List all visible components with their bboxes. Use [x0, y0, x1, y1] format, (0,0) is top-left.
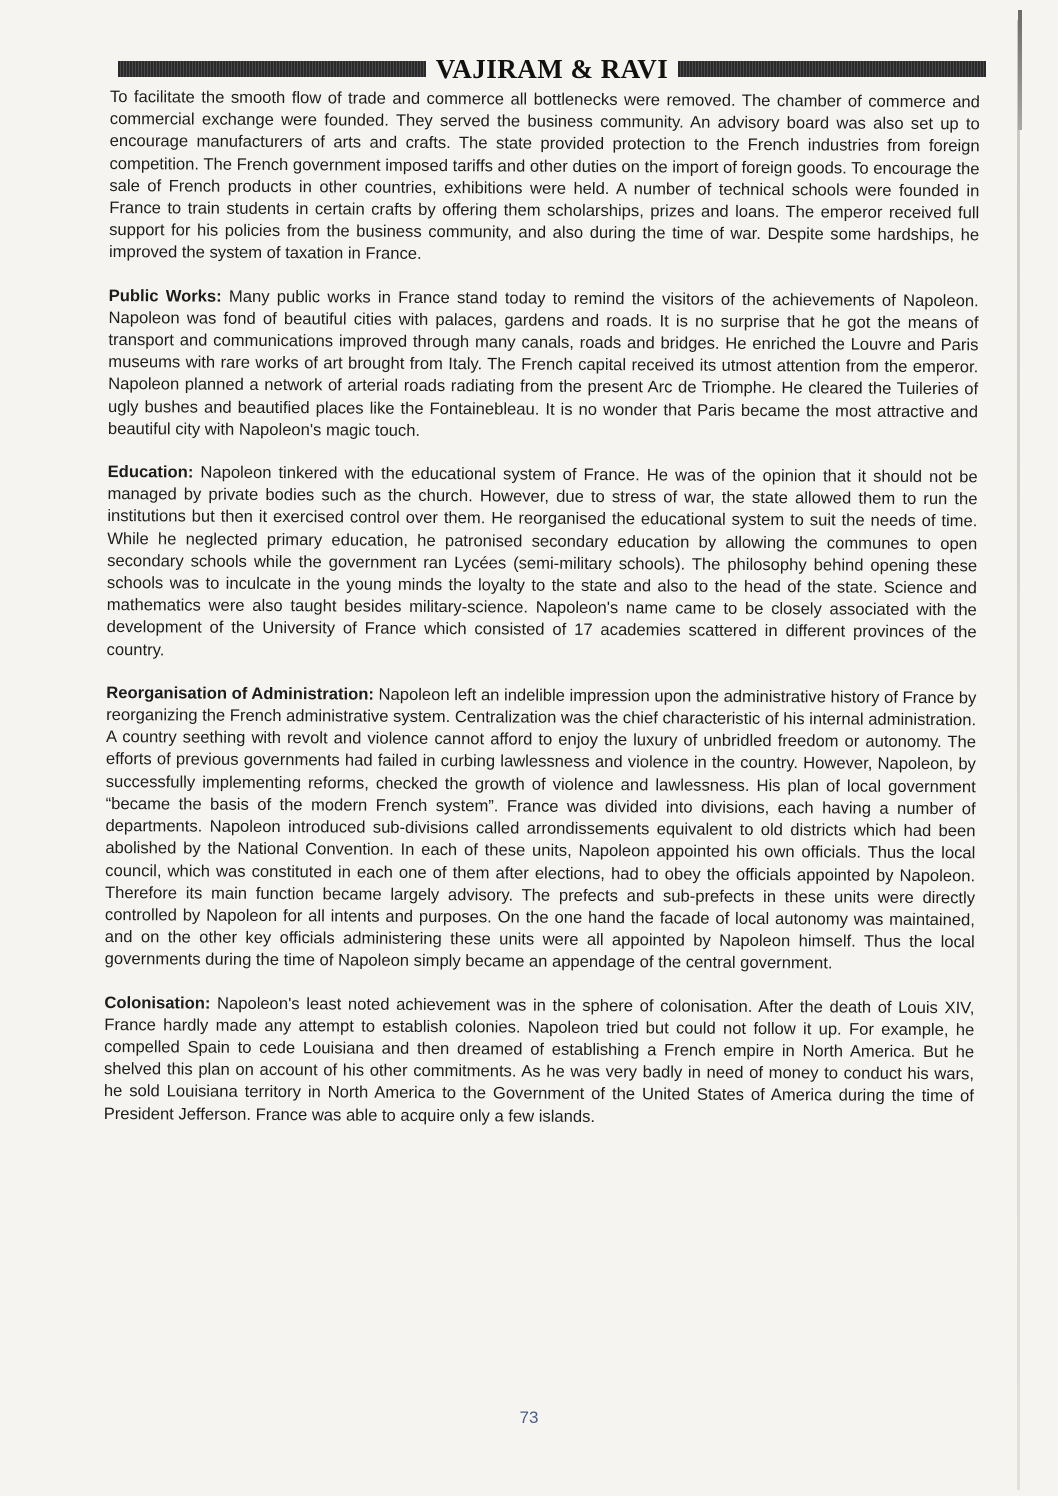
section-heading: Colonisation:	[104, 992, 211, 1013]
section-heading: Public Works:	[108, 285, 222, 306]
paragraph-text: Napoleon tinkered with the educational system of France. He was of the opinion that it should not be managed by private bodies such as the church. However, due to stress of war, the state allowed them to run the institutions but then it exercised control over them. He reorganised the educational system to suit the needs of time. While he neglected primary education, he patronised secondary education by allowing the communes to open secondary schools while the government ran Lycées (semi-military schools). The philosophy behind opening these schools was to inculcate in the young minds the loyalty to the state and also to the head of the state. Science and mathematics were also taught besides military-science. Napoleon's name came to be closely associated with the development of the University of France which consisted of 17 academies scattered in different provinces of the country.	[106, 462, 978, 660]
paragraph-text: Napoleon's least noted achievement was in the sphere of colonisation. After the death of Louis XIV, France hardly made any attempt to establish colonies. Napoleon tried but could not follow it up. For example, he compelled Spain to cede Louisiana and then dreamed of establishing a French empire in North America. But he shelved this plan on account of his other commitments. As he was very badly in need of money to conduct his wars, he sold Louisiana territory in North America to the Government of the United States of America during the time of President Jefferson. France was able to acquire only a few islands.	[103, 993, 975, 1126]
brand-title: VAJIRAM & RAVI	[435, 53, 669, 84]
paragraph-trade	[109, 86, 980, 269]
paragraph-administration	[105, 682, 977, 976]
header-bar-left	[118, 61, 426, 77]
page-number: 73	[519, 1408, 539, 1427]
paragraph-text: Napoleon left an indelible impression upon the administrative history of France by reorganizing the French administrative system. Centralization was the chief characteristic of his internal administration. A country seething with revolt and violence cannot afford to enjoy the luxury of unbridled freedom or autonomy. The efforts of previous governments had failed in curbing lawlessness and violence in the country. However, Napoleon, by successfully implementing reforms, checked the growth of violence and lawlessness. His plan of local government “became the basis of the modern French system”. France was divided into divisions, each having a number of departments. Napoleon introduced sub-divisions called arrondissements equivalent to old districts which had been abolished by the National Convention. In each of these units, Napoleon appointed his own officials. Thus the local council, which was constituted in each one of them after elections, had to obey the officials appointed by Napoleon. Therefore its main function became largely advisory. The prefects and sub-prefects in these units were directly controlled by Napoleon for all intents and purposes. On the one hand the facade of local autonomy was maintained, and on the other key officials administering these units were all appointed by Napoleon himself. Thus the local governments during the time of Napoleon simply became an appendage of the central government.	[104, 684, 977, 973]
scan-edge-mark	[1018, 10, 1022, 130]
section-heading: Education:	[107, 462, 194, 482]
paragraph-public-works	[108, 285, 979, 446]
section-heading: Reorganisation of Administration:	[106, 682, 375, 704]
paragraph-text: To facilitate the smooth flow of trade and commerce all bottlenecks were removed. The chamber of commerce and commercial exchange were founded. They served the business community. An advisory board was also set up to encourage manufacturers of arts and crafts. The state provided protection to the French industries from foreign competition. The French government imposed tariffs and other duties on the import of foreign goods. To encourage the sale of French products in other countries, exhibitions were held. A number of technical schools were founded in France to train students in certain crafts by offering them scholarships, prizes and loans. The emperor received full support for his policies from the business community, and also during the time of war. Despite some hardships, he improved the system of taxation in France.	[108, 86, 980, 264]
paragraph-text: Many public works in France stand today to remind the visitors of the achievements of Napoleon. Napoleon was fond of beautiful cities with palaces, gardens and roads. It is no surprise that he got the means of transport and communications improved through many canals, roads and bridges. He enriched the Louvre and Paris museums with rare works of art brought from Italy. The French capital received its utmost attention from the emperor. Napoleon planned a network of arterial roads radiating from the present Arc de Triomphe. He cleared the Tuileries of ugly bushes and beautified places like the Fontainebleau. It is no wonder that Paris became the most attractive and beautiful city with Napoleon's magic touch.	[107, 286, 979, 440]
page-header	[118, 52, 986, 86]
body-text	[104, 86, 980, 1151]
scan-edge-shadow	[1017, 20, 1020, 1490]
paragraph-education	[106, 461, 977, 666]
paragraph-colonisation	[104, 991, 975, 1130]
header-bar-right	[678, 61, 986, 77]
